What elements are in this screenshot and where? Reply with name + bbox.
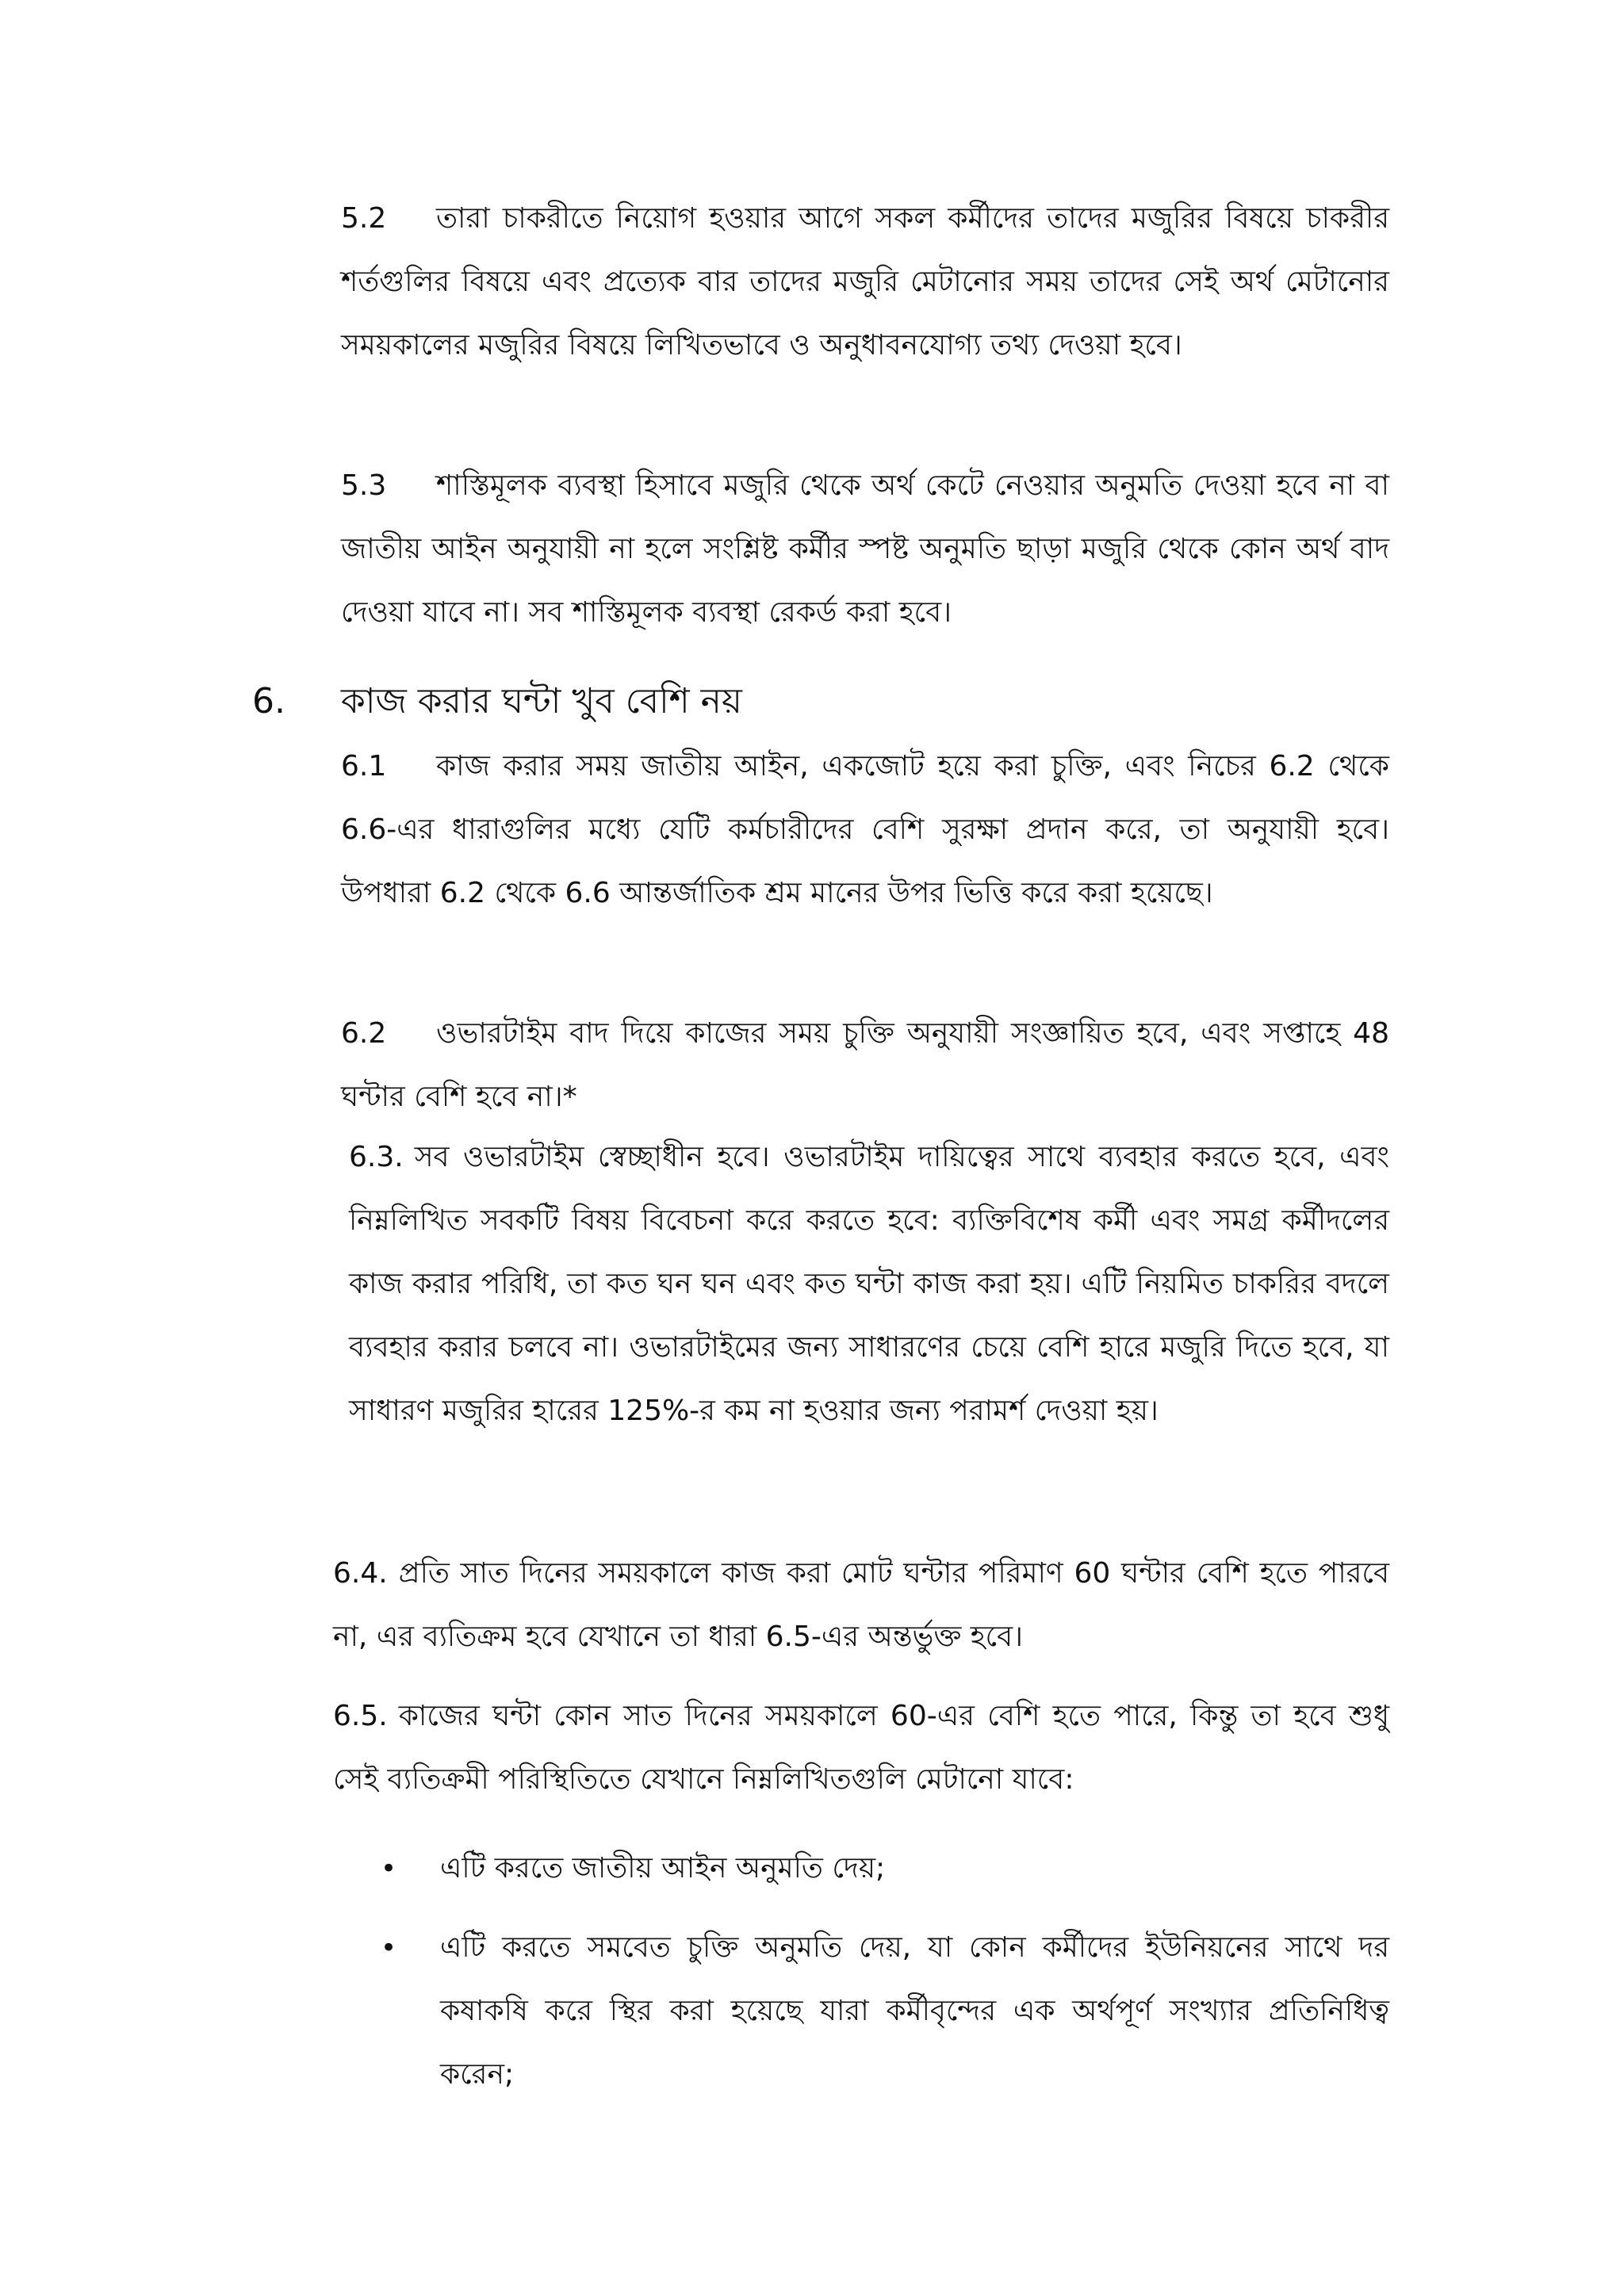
clause-5-2 [341, 187, 1389, 377]
clause-6-1 [341, 735, 1389, 925]
clause-number: 6.2 [341, 1017, 387, 1050]
clause-text: প্রতি সাত দিনের সময়কালে কাজ করা মোট ঘন্টার পরিমাণ 60 ঘন্টার বেশি হতে পারবে না, এর ব্যতিক্রম হবে যেখানে তা ধারা 6.5-এর অন্তর্ভুক্ত হবে। [333, 1557, 1389, 1653]
clause-number: 6.3. [349, 1141, 404, 1173]
clause-5-3 [341, 454, 1389, 645]
clause-6-3 [349, 1126, 1389, 1443]
list-item [373, 1837, 1389, 1900]
clause-number: 6.4. [333, 1557, 388, 1590]
clause-6-4 [333, 1542, 1389, 1669]
bullet-icon: • [381, 1853, 397, 1885]
clause-text: তারা চাকরীতে নিয়োগ হওয়ার আগে সকল কর্মীদের তাদের মজুরির বিষয়ে চাকরীর শর্তগুলির বিষয়ে এবং প্রত্যেক বার তাদের মজুরি মেটানোর সময় তাদের সেই অর্থ মেটানোর সময়কালের মজুরির বিষয়ে লিখিতভাবে ও অনুধাবনযোগ্য তথ্য দেওয়া হবে। [341, 202, 1389, 362]
clause-number: 5.3 [341, 469, 387, 502]
section-heading-6 [252, 670, 742, 733]
list-item [373, 1916, 1389, 2107]
clause-6-2 [341, 1002, 1389, 1129]
list-item-text: এটি করতে সমবেত চুক্তি অনুমতি দেয়, যা কোন কর্মীদের ইউনিয়নের সাথে দর কষাকষি করে স্থির করা হয়েছে যারা কর্মীবৃন্দের এক অর্থপূর্ণ সংখ্যার প্রতিনিধিত্ব করেন; [440, 1931, 1389, 2091]
conditions-list [373, 1837, 1389, 2107]
clause-text: শাস্তিমূলক ব্যবস্থা হিসাবে মজুরি থেকে অর্থ কেটে নেওয়ার অনুমতি দেওয়া হবে না বা জাতীয় আইন অনুযায়ী না হলে সংশ্লিষ্ট কর্মীর স্পষ্ট অনুমতি ছাড়া মজুরি থেকে কোন অর্থ বাদ দেওয়া যাবে না। সব শাস্তিমূলক ব্যবস্থা রেকর্ড করা হবে। [341, 469, 1389, 629]
section-number: 6. [252, 681, 285, 721]
clause-text: ওভারটাইম বাদ দিয়ে কাজের সময় চুক্তি অনুযায়ী সংজ্ঞায়িত হবে, এবং সপ্তাহে 48 ঘন্টার বেশি হবে না।* [341, 1017, 1389, 1113]
bullet-icon: • [381, 1932, 397, 1964]
clause-text: কাজের ঘন্টা কোন সাত দিনের সময়কালে 60-এর বেশি হতে পারে, কিন্তু তা হবে শুধু সেই ব্যতিক্রমী পরিস্থিতিতে যেখানে নিম্নলিখিতগুলি মেটানো যাবে: [333, 1700, 1389, 1796]
list-item-text: এটি করতে জাতীয় আইন অনুমতি দেয়; [440, 1852, 886, 1885]
clause-6-5 [333, 1685, 1389, 1812]
clause-number: 6.1 [341, 750, 387, 783]
clause-text: কাজ করার সময় জাতীয় আইন, একজোট হয়ে করা চুক্তি, এবং নিচের 6.2 থেকে 6.6-এর ধারাগুলির মধ্যে যেটি কর্মচারীদের বেশি সুরক্ষা প্রদান করে, তা অনুযায়ী হবে। উপধারা 6.2 থেকে 6.6 আন্তর্জাতিক শ্রম মানের উপর ভিত্তি করে করা হয়েছে। [341, 750, 1389, 909]
clause-number: 6.5. [333, 1700, 388, 1732]
clause-number: 5.2 [341, 202, 387, 235]
section-title: কাজ করার ঘন্টা খুব বেশি নয় [341, 681, 742, 721]
clause-text: সব ওভারটাইম স্বেচ্ছাধীন হবে। ওভারটাইম দায়িত্বের সাথে ব্যবহার করতে হবে, এবং নিম্নলিখিত সবকটি বিষয় বিবেচনা করে করতে হবে: ব্যক্তিবিশেষ কর্মী এবং সমগ্র কর্মীদলের কাজ করার পরিধি, তা কত ঘন ঘন এবং কত ঘন্টা কাজ করা হয়। এটি নিয়মিত চাকরির বদলে ব্যবহার করার চলবে না। ওভারটাইমের জন্য সাধারণের চেয়ে বেশি হারে মজুরি দিতে হবে, যা সাধারণ মজুরির হারের 125%-র কম না হওয়ার জন্য পরামর্শ দেওয়া হয়। [349, 1141, 1389, 1427]
